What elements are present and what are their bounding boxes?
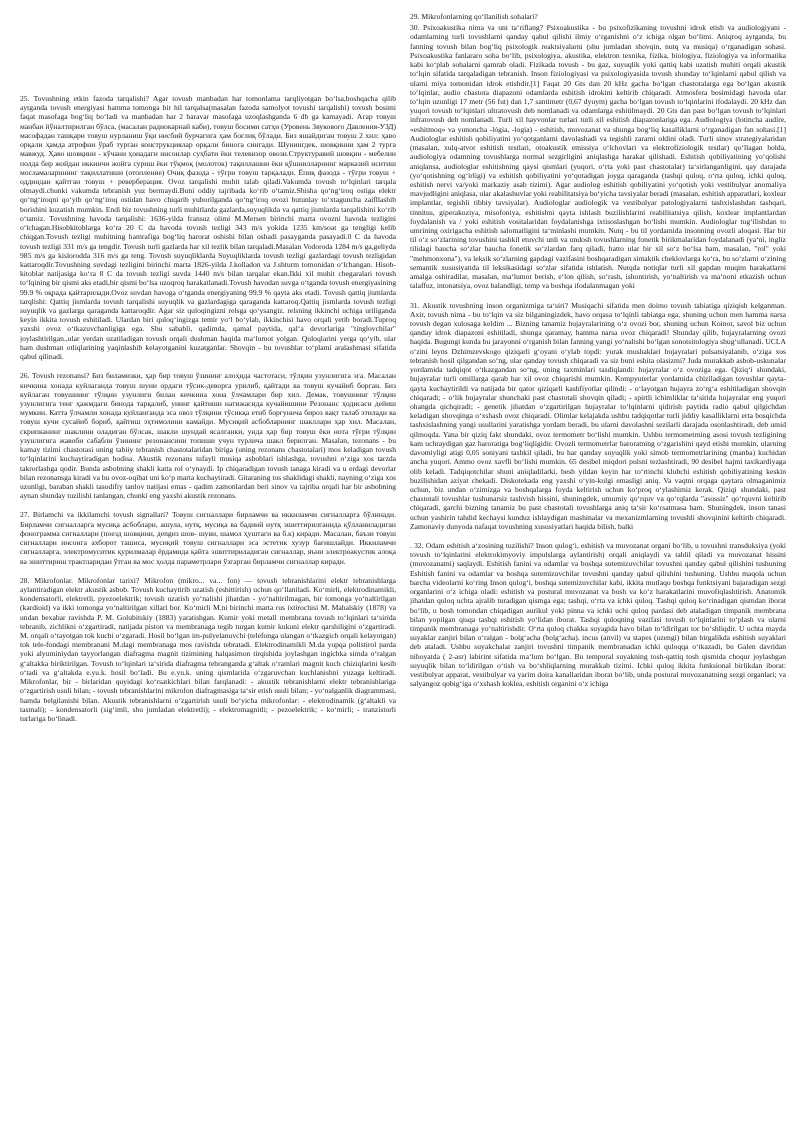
right-column	[410, 12, 786, 1124]
document-page	[20, 12, 786, 1124]
section-31-paragraph: 31. Akustik tovushning inson organizmiga ta‘siri? Musiqachi sifatida men doimo tovush tabiatiga qiziqish kelganman. Axir, tovush nima - bu to‘lqin va siz bilganingizdek, havo orqasa to‘lqinli tabiatga ega, shuning uchun men hamma narsa tovush degan xulosaga keldim ... Bizning tanamiz hujayralarining o‘z ovozi bor, shuning uchun Koinot, savol biz uchun qanday idrok diapazoni eshitiladi, shunga qaramay, hamma narsa ovoz chiqaradi! Shunday qilib, hujayralarning ovozi haqida. Bugungi kunda bu jarayonni o‘rganish bilan fanning yangi yo‘nalishi bo‘lgan sonotsitologiya shug‘ullanadi. UCLA o‘zini leyns Dzhimzevskogo qiziqarli g‘oyani o‘ylab topdi: yurak mushaklari hujayralari pulsatsiyalanib, o‘ziga xos tebranish hosil qilgandan so‘ng, ular qanday tovush chiqaradi va siz buni eshita olasizmi? Juda murakkab asbob-uskunalar yordamida tadqiqot o‘tkazgandan so‘ng, uning taxminlari tasdiqlandi: hujayralar o‘z ovoziga ega. Qiziq‘i shundaki, hujayralar turli omillarga qarab har xil ovoz chiqarishi mumkin. Kompyuterlar yordamida chiziladigan tovushlar qayta-qayta kuchaytirildi va natijada bir qator qiziqarli kashfiyotlar qilindi: - o‘layotgan hujayra zo‘rg‘a eshitiladigan shovqin chiqaradi; - o‘lik hujayralar shunchaki past chastotali shovqin qiladi; - spirtli ichimliklar ta‘sirida hujayralar eng yuqori ohangda qichqiradi; - genetik jihatdan o‘zgartirilgan hujayralar to‘lqinlarni qidirish paytida radio qabul qilgichdan keladigan shovqinga o‘xshash ovoz chiqaradi. Olimlar kelajakda ushbu tadqiqotlar turli jiddiy kasalliklarni erta bosqichda tashxislashning yangi usullarini yaratishga yordam beradi, bu ularni davolashni sezilarli darajada osonlashtiradi, deb umid qilmoqda. Yana bir qiziq fakt shundaki, ovoz termometr bo‘lishi mumkin. Ushbu termometrning asosi tovush tezligining kam uchraydigan gaz haroratiga bog‘liqligidir. Ovozli termometrlar haroratning o‘zgarishini qayd etishi mumkin, ularning davomiyligi atigi 0,05 soniyani tashkil qiladi, bu har qanday suyuqlik yoki simob termometrlarining (manba) kuchidan ancha yuqori. Ammo ovoz xavfli bo‘lishi mumkin. 65 desibel miqdori pulsni tezlashtiradi, 90 desibel hajmi taxikardiyaga olib keladi. Tadqiqotchilar shuni aniqladilarki, besh yildan keyin har to‘rtinchi klubchi eshitish qobiliyatining keskin buzilishidan aziyat chekadi. Diskotekada eng yaxshi o‘yin-kulgi emasligi aniq. Va vaqtni orqaga qaytara olmaganimiz uchun, biz undan o‘zimizga va boshqalarga foyda keltirish uchun ko‘proq o‘ylashimiz kerak. Qiziqi shundaki, past chastotali tovushlar tushunarsiz tashvish hissini, shuningdek, umumiy qo‘rquv va qo‘rqlarda "asossiz" qo‘rquvni keltirib chiqaradi, garchi bizning tanamiz bu past chastotali tovushlarga aniq ta‘sir ko‘rsatmasa ham. Shuningdek, inson tanasi uchun yashirin tahdid kechaysi kunduz ishlaydigan mashinalar va mexanizmlarning tovushli shovqinini keltirib chiqaradi. Zamonaviy dunyoda nafaqat tovushning xususiyatlari haqida bilish, balki	[410, 300, 786, 531]
section-28-paragraph: 28. Mikrofonlar. Mikrofonlar tarixi? Mikrofon (mikro... va... fon) — tovush tebranishlarini elektr tebranishlarga aylantiradigan elektr akustik asbob. Tovush kuchaytirib uzatish (eshittirish) uchun qo‘llaniladi. Ko‘mirli, elektrodinamikli, kondensatorli, elektretli, pyezoelektrik; tovush uzatish yo‘nalishi jihatdan - yo‘naltirilmagan, bir tomonga yo‘naltirilgan (kardioid) va ikki tomonga yo‘naltirilgan xillari bor. Ko‘mirli M.ni birinchi marta rus ixtirochisi M. Mahalskiy (1878) va undan bexabar ravishda P. M. Golubitskiy (1883) yaratishgan. Kumir yoki metall membrana tovush to‘lqinlari ta‘sirida tebranib, zichlikni o‘zgartiradi, natijada piston va membranaga tegib turgan kumir kukuni elektr qarshiligini o‘zgartiradi. M. orqali o‘tayotgan tok kuchi o‘zgaradi. Hosil bo‘lgan im-pulyelanuvchi (telefonga ulangan o‘tkazgich orqali kelayotgan) tok tele-fondagi membranani M.dagi membranaga mos ravishda tebratadi. Elektrodinamikli M.da yupqa polistirol parda yoki alyuminiydan tayyorlangan diafragma magnit tizimining halqasimon tirqishida joylashgan ingichka simda o‘ralgan g‘altakka biriktirilgan. Tovush to‘lqinlari ta‘sirida diafragma tebranganda g‘altak o‘ramlari magnit kuch chiziqlarini kesib o‘tadi va g‘altakda e.yu.k. hosil bo‘ladi. Bu e.yu.k. uning qismlarida o‘zgaruvchan kuchlanishni yuzaga keltiradi. Mikrofonlar, bir - birlaridan quyidagi ko‘rsatkichlari bilan farqlanadi: - akustik tebranishlarni elektr tebranishlariga o‘zgartirish usuli bilan; - tovush tebranishlarini mikrofon diafragmasiga ta‘sir etish usuli bilan; - yo‘nalganlik diagrammasi, hamda belgilanishi bilan. Akustik tebranishlarni o‘zgartirish usuli bo‘yicha mikrofonlar: - elektrodinamik (g‘altakli va tasmali); - kondensatorli (sig‘imli, shu jumladan elektretli); - elektromagnitli; - pezoelektrik; - ko‘mirli; - tranzistorli turlariga bo‘linadi.	[20, 575, 396, 723]
section-32-paragraph: . 32. Odam eshitish a‘zosining tuzilishi? Inson qulog‘i, eshitish va muvozanat organi bo‘lib, u tovushni transduksiya (yoki tovush to‘lqinlarini elektrokimyoviy impulslarga aylantirish) orqali aniqlaydi va tahlil qiladi va muvozanat hissini (muvozanatni) saqlaydi. Eshitish fanini va odamlar va boshqa sutemizuvchilar tovushni qanday qabul qilishini tushuning Eshitish fanini va odamlar va boshqa sutemizuvchilar tovushni qanday qabul qilishini tushuning. Ushbu maqola uchun barcha videolarni ko‘ring Inson qulog‘i, boshqa sutemizuvchilar kabi, ikkita mutlaqo boshqa funktsiyani bajaradigan sezgi organlarini o‘z ichiga oladi: eshitish va postural muvozanat va bosh va ko‘z harakatlarini muvofiqlashtirish. Anatomik jihatdan quloq uchta ajralib turadigan qismga ega; tashqi, o‘rta va ichki quloq. Tashqi quloq ko‘rinadigan qismdan iborat bo‘lib, u bosh tomondan chiqadigan aurikul yoki pinna va ichki uchi quloq pardasi deb ataladigan timpanik membrana bilan yopilgan qisqa tashqi eshitish yo‘lidan iborat. Tashqi quloqning vazifasi tovush to‘lqinlarini to‘plash va ularni timpanik membranaga yo‘naltirishdir. O‘rta quloq chakka suyagida havo bilan to‘ldirilgan tor bo‘shliqdir. U uchta mayda suyaklar zanjiri bilan o‘ralgan - bolg‘acha (bolg‘acha). incus (anvil) va stapes (uzengi) bilan birgalikda eshitish suyaklari deb ataladi. Ushbu suyakchalar zanjiri tovushni timpanik membranadan ichki quloqqa o‘tkazadi, bu Galen davridan nihoyatda ( 2-asr) labirint sifatida ma‘lum bo‘lgan. Bu temporal suyakning tosh-qattiq tosh qismida choqur joylashgan suyuqlik bilan to‘ldirilgan o‘tish va bo‘shliqlarning murakkab tizimi. Ichki quloq ikkita funksional birlikdan iborat: vestibulyar apparat, vestibulyar va yarim doira kanallaridan iborat bo‘lib, unda postural muvozanatning sezgi organlari; va salyangoz qobig‘iga o‘xshash koklea, eshitish organini o‘z ichiga	[410, 541, 786, 689]
section-29-heading: 29. Mikrofonlarning qo‘llanilish sohalari?	[410, 12, 538, 21]
section-27-paragraph: 27. Birlamchi va ikkilamchi tovush signallari? Товуш сигналлари бирламчи ва иккиламчи сигналларга бўлинади. Бирламчи сигналларга мусиқа асбоблари, ашула, нутқ, мусиқа ва бадиий нутқ эшиттирилганида қўлланиладиган фонограмма сигналлари (поезд шовқини, дengиз шов- шуви, шамол ҳуштаги ва б.к) киради. Масалан, баъзи товуш сигналлари инсонга ахборот ташиса, мусиқий товуш сигналлари эса эстетик хузур бағишлайди. Иккиламчи сигналларга, электромуситик қурилмалар ёрдамида қайта эшиттириладиган сигналлар, яъни электроакустик алоқа ва эшиттириш трактларидан ўтган ва мос ҳолда параметрлари ўзгарган бирламчи сигналлар киради.	[20, 510, 396, 566]
section-25-paragraph: 25. Tovushning etkin fazoda tarqalishi? Agar tovush manbadan har tomonlama tarqliyotgan bo‘lsa,boshqacha qilib aytganda tovush energiyasi hamma tomonga bir hil tarqalsa(masalan fazoda samolyot tovushi tarqalishi) tovush bosimi faqat masofaga bog‘liq bo‘ladi va manbadan har 2 baravar masofaga uzoqlashganda 6 db ga kamayadi. Агар товуш манбаи йўналтирилган бўлса, (масалан радиокарнай каби), товуш босими сатҳи (Уровень Звукового Давления-УЗД) масофадан ташқари товуш нурланиш ўқи нисбий бурчагига ҳам боғлиқ бўлади. Биз яшайдиган товуш 2 хил: ҳаво орқали ҳамда атрофни ўраб турган конструкциялар орқали бинога сингади. Шунингдек, шовқинни ҳам 2 турга мавжуд. Ҳаво шовқини - кўчани ҳонадаги инсонлар суҳбати ёки телевизор овози.Структуравий шовқин - мебелни полда бир жойдан иккинчи жойга суриш ёки тўқмоқ (мoлоток) тақиллашни ёки қўшнилларнинг марказий иситиш моcламаларининг тақиллатиши (отопление) Очиқ фазода - тўғри товуш тарқалади. Ёпиқ фазода - тўғри товуш + оддиндан қайтган товуш + реверберация. Ovoz tarqalishi muhit talab qiladi.Vakumda tovush to‘lqinlari tarqala olmaydi.chunki vakumda tebranish yuz bermaydi.Buni oddiy tajribada ko‘rib o‘tamiz.Shisha qo‘ng‘iroq ostiga elektr qo‘ng‘iroqni qo‘yib qo‘ng‘iroq ostidan havo chiqarib yuborilganda qo‘ng‘iroq ovozi butunlay to‘xtaguncha zaifllashib borishini kuzatish mumkin. Endi biz tovushning turli muhitlarda gazlarda,suyuqlikda va qattiq jismlarda tarqalishini ko‘rib o‘tamiz. Tovushning havoda tarqalishi: 1636-yilda fransuz olimi M.Mersen birinchi marta ovozni havoda tezligini o‘lchagan.Hisobkitoblarga ko‘ra 20 C da havoda tovush tezligi 343 m/s yokida 1235 km/soat ga tengligi kelib chiqgan.Tovush tezligi muhitning hamrafiga bog‘liq harorat oshishi bilan oshadi pasayganda pasayadi.0 C da havoda tovush tezligi 331 m/s ga tengdir. Tovush turli gazlarda har xil tezlik bilan tarqaladi.Masalan Vodoroda 1284 m/s ga,geliyda 985 m/s ga kislorodda 316 m/s ga teng. Tovush suyuqliklarda Suyuqliklarda tovush tezligi gazlardagi tovush tezligidan kattaroqdir.Tovushning suvdagi tezligini birinchi marta 1826-yilda J.kolladon va J.shturm tomonidan o‘lchangan. Hisob-kitoblar natijasiga ko‘ra 8 C da tovush tezligi suvda 1440 m/s bilan tarqalar ekan.Ikki xil muhit chegaralari tovush to‘lqining bir qismi aks etadi,bir qismi bo‘lsa uzoqroq harakatlanadi.Tovush havodan suvga o‘tganda tovush energiyasining 99.9 % оқрада қайтарилади.Ovoz suvdan havoga o‘tganda energiyaning 99.9 % qaytа aks etadi. Tovush qattiq jismlarda tarqlishi: Qattiq jismlarda tovush tarqalishi suyuqlik va gazlardagiga qaraganda kattaroq.Qattiq jismlarda tovush tezligi suyuqlik va gazlarga qaraganda kattaroqdir. Agar siz quloqingizni relsga qo‘ysangiz. relsning ikkinchi uchiga uriliganda keyin ikkita tovush eshitiladi. Ulardan biri quloq‘ingizga temir yo‘l bo‘ylab, ikkinchisi havo orqali yetib boradi.Tuproq yaxshi ovoz o‘tkazuvchanligiga ega. Shu sababli, qadimda, qamal paytida, qal‘a devorlariga "tinglovchilar" joylashtirilgan.,ular yerdan uzatiladigan tovush orqali dushman haqida ma‘lumot yolgan. Quloqlarini yerga qo‘yib, ular ham dushman otliqlarining yaqinlashib kelayotganini kuzatganlar. Shovqin - bu tovushlar to‘plami aralashmasi sifatida qabul qilinadi.	[20, 94, 396, 362]
section-30-paragraph: 30. Psixoakustika nima va uni ta‘riflang? Psixoakustika - bu psixofizikaning tovushni idrok etish va audiologiyani - odamlarning turli tovushlarni qanday qabul qilishi ilmiy o‘rganishni o‘z ichiga olgan bo‘limi. Aniqroq aytganda, bu fanning tovush bilan bog‘liq psixologik reaktsiyalarni (shu jumladan shovqin, nutq va musiqa) o‘rganadigan sohasi. Psixoakustika fanlararo soha bo‘lib, psixologiya, akustika, elektron texnika, fizika, biologiya, fiziologiya va informatika kabi ko‘plab sohalarni qamrab oladi. Fizikada tovush - bu gaz, suyuqlik yoki qattiq kabi uzatish muhiti orqali akustik to‘lqin sifatida tarqaladigan tebranish. Inson fiziologiyasi va psixologiyasida tovush shunday to‘lqinlarni qabul qilish va ularni miya tomonidan idrok etishdir.[1] Faqat 20 Gts dan 20 kHz gacha bo‘lgan chastotalarga ega bo‘lgan akustik to‘lqinlar, audio chastota diapazoni odamlarda eshitish idrokini keltirib chiqaradi. Atmosfera bosimidagi havoda ular to‘lqin uzunligi 17 metr (56 fut) dan 1,7 santimetr (0,67 dyuym) gacha bo‘lgan tovush to‘lqinlarini ifodalaydi. 20 kHz dan yuqori tovush to‘lqinlari ultratovush deb nomlanadi va odamlarga eshitilmaydi. 20 Gts dan past bo‘lgan tovush to‘lqinlari infratovush deb nomlanadi. Turli xil hayvonlar turlari turli xil eshitish diapazonlariga ega. Audiologiya (lotincha audire, «eshitmoq» va yunoncha -lógia, -logia) - eshitish, muvozanat va shunga bog‘liq kasalliklarni o‘rganadigan fan sohasi.[1] Audiologlar eshitish qobiliyatini yo‘qotganlarni davolashadi va tegishli zararni oldini oladi. Turli sinov strategiyalaridan (masalan, xulq-atvor eshitish testlari, otoakustik emissiya o‘lchovlari va elektrofiziologik testlar) qo‘llagan holda, audiologiya odamning tovushlarga normal sezgirligini aniqlashga harakat qilishadi. Eshitish qobiliyatining yo‘qolishi aniqlansa, audiologlar eshitishning qaysi qismlari (yuqori, o‘rta yoki past chastotalar) ta‘sirlanganligini, qay darajada (yo‘qotishning og‘irligi) va eshitish qobiliyatini yo‘qotadigan joyga qaraganda (tashqi quloq, o‘rta quloq, ichki quloq, eshitish nervi va/yoki markaziy asab tizimi). Agar audiolog eshitish qobiliyatini yo‘qotish yoki vestibulyar anomaliya mavjudligini aniqlasa, ular akalashuvlar yoki reabilitatsiya bo‘yicha tavsiyalar beradi (masalan, eshitish apparatlari, koxlear implantlar, tegishli tibbiy tavsiyalar). Audiologlar audiologik va vestibulyar patologiyalarni tashxislashdan tashqari, tinnitus, giperakuziya, misofoniya, eshitishni qayta ishlash buzilishlarini reabilitatsiya qilish, koxlear implantlardan foydalanish va / yoki eshitish vositalaridan foydalanishga ixtisoslashgan bo‘lishi mumkin. Audiologlar tug‘ilishdan to umrining oxirigacha eshitish salomatligini ta‘minlashi mumkin. Nutq - bu til yordamida insonning ovozli aloqasi. Har bir til o‘z so‘zlarining tovushini tashkil etuvchi unli va undosh tovushlarning fonetik birikmalaridan foydalanadi (ya‘ni, ingliz tilidagi baucha so‘zlar baucha fonetik so‘zlardan farq qiladi, hatto ular bir xil so‘z bo‘lsa ham, masalan, "rol" yoki "mehmonxona"), va leksik so‘zlarning gapdagi vazifasini boshqaradigan sintaktik cheklovlarga ko‘ra, bu so‘zlarni o‘zining semantik xususiyatida til leksikasidagi so‘zlar sifatida ishlatish. Nutqda notiqlar turli xil gapdan muqim harakatlarni amalga oshiradilar, masalan, ma‘lumot berish, e‘lon qilish, so‘rash, ishontirish, yo‘naltirish va ma‘noni etkazish uchun talaffuz, intonatsiya, ovoz balandligi, temp va boshqa ifodalanmagan yoki	[410, 23, 786, 291]
section-26-paragraph: 26. Tovush rezonansi? Биз биламизки, ҳар бир товуш ўзининг алоҳида частотаси, тўлқин узунлигига эга. Масалан кичкина хонада куйлаганда товуш шуни ордаги тўсик-деворга урилиб, қайтади ва товуш кучайиб борган. Биз куйлаган товушнинг тўлқин узунлиги билан кичкина хона ўлчамлари бир хил. Демак, товушнинг тўлқин узунлигига тенг ҳажмдаги бинода тарқалиб, унинг қайтиши натижасида кучайишини Резонанс ҳодисаси дейиш мумкин. Катта ўлчамли хонада куйлангандa эса овоз тўлқини тўсикқа етиб боргунича бироз вақт талаб этилади ва товуш кучи сусайиб бориб, қайтиш эҳтимолини камайди. Мусиқий асбобларнинг шакллари ҳар хил. Масалан, скрипканинг шаклини оладиган бўлсак, шакли шундай ясалганки, унда ҳар бир товуш ёки нота тўғри тўлқин узунлигига жавоби сабабли ўзининг резонансини топиши учун турлича шакл берилган. Masalan, tezonans - bu kamay tizimi chastotasi uning tabiiy tebranish chastotalaridan biriga (uning rezonans chastotalari) mos keladigan tovush to‘lqinlarini kuchaytiradigan hodisa. Akustik rezonans tufayli musiqa asboblari ishlashga, tovushni o‘ziga xos tarzda takrorlashga qodir. Bunda asbobning shakli katta rol o‘ynaydi. Ip chiqaradigan tovush tanaga kiradi va u erdagi devorlar bilan rezonansga kiradi va bu ovoz-oqibat uni ko‘p marta kuchaytiradi. Gitaraning tos shaklidagi shakli, nayning o‘ziga xos uzunligi, baraban shakli tasodifiy tanlov natijasi emas - qadim zamonlardan beri sinov va tajriba orqali har bir asbobning aynan shunday tuzilishi tanlangan, chunki eng yaxshi akustik rezonans.	[20, 371, 396, 501]
left-column	[20, 94, 396, 1124]
